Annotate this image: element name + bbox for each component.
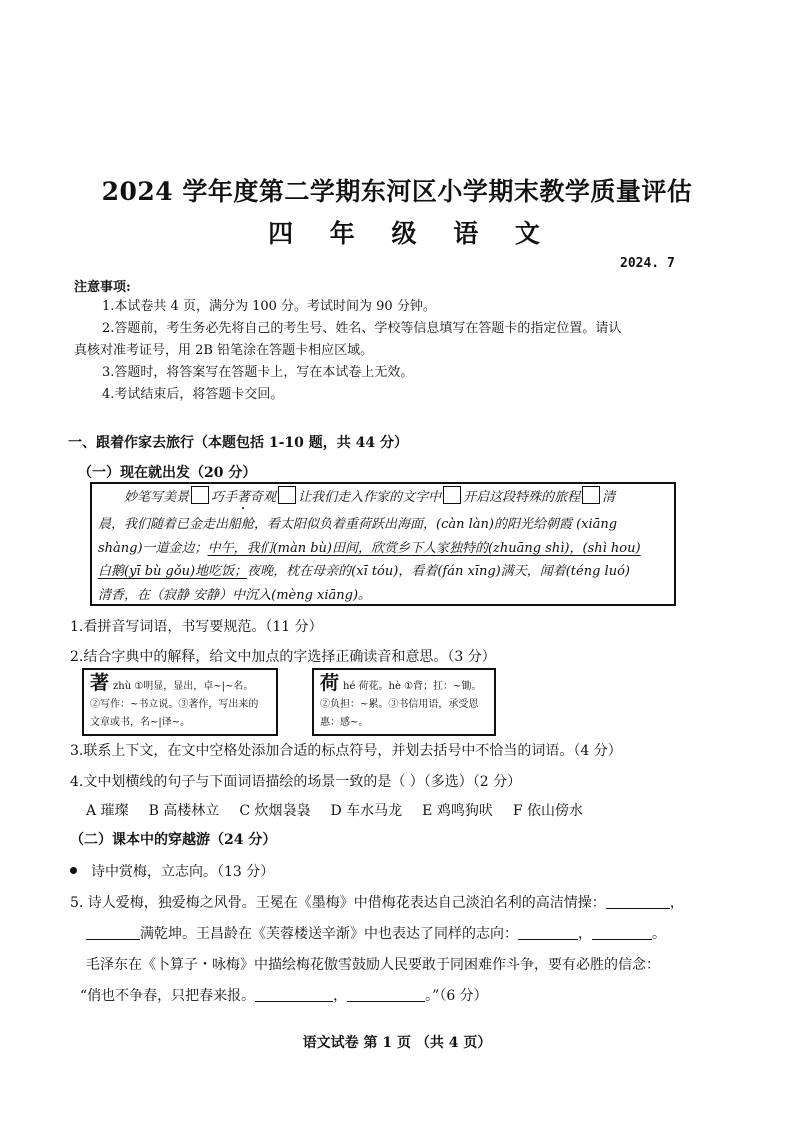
answer-blank-1[interactable] — [606, 894, 670, 909]
question-5-line-2: 满乾坤。王昌龄在《芙蓉楼送辛渐》中也表达了同样的志向： ， 。 — [86, 924, 666, 944]
punct-blank-2[interactable] — [278, 486, 296, 504]
punct-blank-1[interactable] — [191, 486, 209, 504]
passage-box — [90, 482, 676, 606]
option-d[interactable]: D 车水马龙 — [330, 803, 403, 819]
passage-line-1: 妙笔写美景 巧手著奇观 让我们走入作家的文字中 开启这段特殊的旅程 清 — [98, 486, 672, 513]
page-footer: 语文试卷 第 1 页 （共 4 页） — [302, 1035, 492, 1051]
part-2-title: （二）课本中的穿越游（24 分） — [70, 832, 277, 848]
underlined-sentence-1: 中午，我们(màn bù)田间，欣赏乡下人家独特的(zhuāng shì)，(shì hou) — [207, 540, 641, 556]
passage-line-5: 清香，在（寂静 安静）中沉入(mèng xiāng)。 — [98, 587, 372, 603]
bullet-dot — [70, 867, 77, 874]
part-1-title: （一）现在就出发（20 分） — [78, 465, 257, 481]
notice-item-2: 2.答题前，考生务必先将自己的考生号、姓名、学校等信息填写在答题卡的指定位置。请认 — [102, 321, 622, 336]
section-1-title: 一、跟着作家去旅行（本题包括 1-10 题，共 44 分） — [68, 435, 409, 451]
answer-blank-6[interactable] — [347, 987, 425, 1002]
answer-blank-5[interactable] — [255, 987, 333, 1002]
notice-item-1: 1.本试卷共 4 页，满分为 100 分。考试时间为 90 分钟。 — [102, 299, 436, 314]
option-f[interactable]: F 依山傍水 — [512, 803, 584, 819]
passage-line-2: 晨，我们随着已金走出船舱，看太阳似负着重荷跃出海面，(càn làn)的阳光给朝霞 (xiāng — [98, 517, 618, 532]
question-4-options — [86, 801, 603, 821]
dict-char-he: 荷 — [320, 672, 340, 694]
exam-subtitle: 四 年 级 语 文 — [268, 219, 554, 248]
notice-item-2-cont: 真核对准考证号，用 2B 铅笔涂在答题卡相应区域。 — [74, 343, 374, 358]
answer-blank-2[interactable] — [86, 925, 140, 940]
dictionary-entry-he: 荷hé 荷花。hè ①背；扛：~锄。 ②负担：~累。③书信用语，承受恩 惠：感~。 — [312, 668, 496, 736]
dotted-char-zhu: 著 — [237, 490, 251, 505]
answer-blank-4[interactable] — [592, 925, 652, 940]
punct-blank-4[interactable] — [582, 486, 600, 504]
underlined-sentence-2: 白鹅(yī bù gǒu)地吃饭； — [98, 564, 248, 579]
option-c[interactable]: C 炊烟袅袅 — [239, 803, 311, 819]
notice-item-3: 3.答题时，将答案写在答题卡上，写在本试卷上无效。 — [102, 365, 414, 380]
question-4: 4.文中划横线的句子与下面词语描绘的场景一致的是（ ）（多选）（2 分） — [70, 774, 522, 790]
question-2: 2.结合字典中的解释，给文中加点的字选择正确读音和意思。（3 分） — [70, 649, 496, 665]
exam-date: 2024. 7 — [620, 256, 675, 271]
notice-heading: 注意事项: — [74, 280, 131, 295]
question-5-line-3: 毛泽东在《卜算子・咏梅》中描绘梅花傲雪鼓励人民要敢于同困难作斗争，要有必胜的信念： — [86, 957, 660, 973]
answer-blank-3[interactable] — [518, 925, 578, 940]
question-5-line-1: 5. 诗人爱梅，独爱梅之风骨。王冕在《墨梅》中借梅花表达自己淡泊名利的高洁情操： ， — [70, 895, 684, 911]
question-3: 3.联系上下文，在文中空格处添加合适的标点符号，并划去括号中不恰当的词语。（4 分） — [70, 743, 622, 759]
question-5-line-4: “俏也不争春，只把春来报。 ， 。”（6 分） — [80, 988, 488, 1004]
exam-title: 2024 学年度第二学期东河区小学期末教学质量评估 — [101, 177, 693, 206]
dictionary-entry-zhu: 著zhù ①明显，显出，卓~|~名。 ②写作：~书立说。③著作，写出来的 文章或书，名~|译~。 — [82, 668, 278, 736]
option-e[interactable]: E 鸡鸣狗吠 — [422, 803, 493, 819]
option-a[interactable]: A 璀璨 — [86, 803, 129, 819]
notice-item-4: 4.考试结束后，将答题卡交回。 — [102, 387, 284, 402]
bullet-item: 诗中赏梅，立志向。（13 分） — [70, 862, 274, 882]
passage-line-4: 白鹅(yī bù gǒu)地吃饭；夜晚，枕在母亲的(xī tóu)，看着(fán xīng)满天，闻着(téng luó) — [98, 564, 630, 579]
option-b[interactable]: B 高楼林立 — [148, 803, 220, 819]
dict-char-zhu: 著 — [90, 672, 110, 694]
punct-blank-3[interactable] — [443, 486, 461, 504]
passage-line-3: shàng)一道金边；中午，我们(màn bù)田间，欣赏乡下人家独特的(zhuāng shì)，(shì hou) — [98, 540, 641, 556]
question-1: 1.看拼音写词语，书写要规范。（11 分） — [70, 619, 323, 635]
